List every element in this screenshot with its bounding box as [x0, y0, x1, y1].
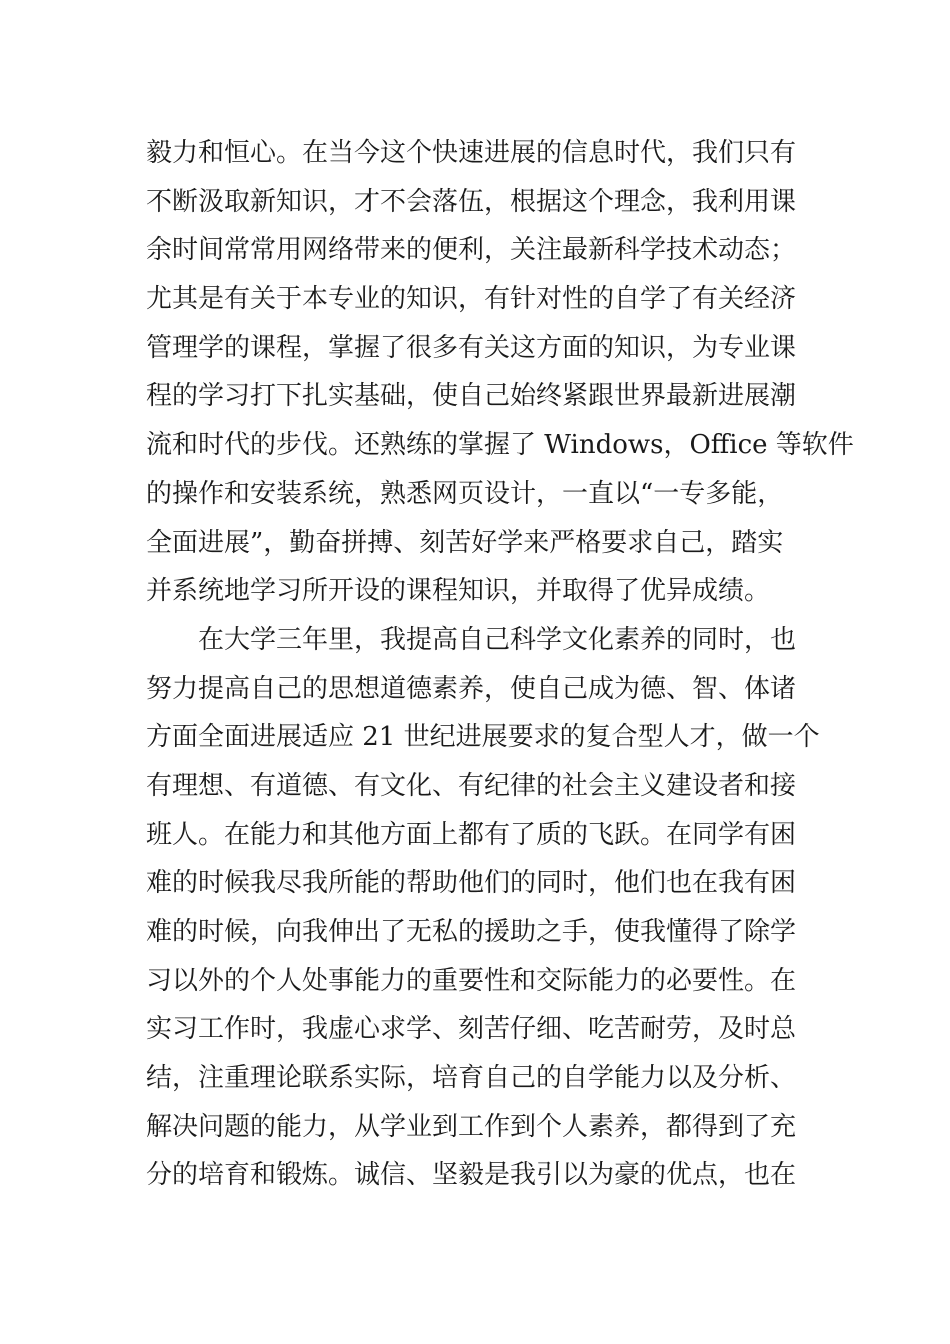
text-line: 有理想、有道德、有文化、有纪律的社会主义建设者和接 [146, 770, 797, 801]
text-line: 毅力和恒心。在当今这个快速进展的信息时代，我们只有 [146, 138, 797, 168]
paragraph-2 [146, 616, 820, 1200]
text-line: 习以外的个人处事能力的重要性和交际能力的必要性。在 [146, 965, 797, 996]
text-line: 不断汲取新知识，才不会落伍，根据这个理念，我利用课 [146, 186, 797, 217]
text-line: 全面进展”，勤奋拼搏、刻苦好学来严格要求自己，踏实 [146, 527, 784, 558]
text-line: 结，注重理论联系实际，培育自己的自学能力以及分析、 [146, 1063, 797, 1094]
text-line: 难的时候，向我伸出了无私的援助之手，使我懂得了除学 [146, 917, 797, 947]
text-line: 分的培育和锻炼。诚信、坚毅是我引以为豪的优点，也在 [146, 1160, 797, 1191]
text-line: 管理学的课程，掌握了很多有关这方面的知识，为专业课 [146, 332, 797, 363]
text-line: 方面全面进展适应 21 世纪进展要求的复合型人才，做一个 [146, 722, 820, 753]
text-line: 实习工作时，我虚心求学、刻苦仔细、吃苦耐劳，及时总 [146, 1014, 797, 1045]
text-line: 并系统地学习所开设的课程知识，并取得了优异成绩。 [146, 576, 771, 607]
text-line: 余时间常常用网络带来的便利，关注最新科学技术动态； [146, 235, 797, 266]
paragraph-1 [146, 129, 854, 616]
text-line: 尤其是有关于本专业的知识，有针对性的自学了有关经济 [146, 284, 797, 315]
text-line: 程的学习打下扎实基础，使自己始终紧跟世界最新进展潮 [146, 381, 797, 412]
text-line: 流和时代的步伐。还熟练的掌握了 Windows，Office 等软件 [146, 430, 854, 461]
body-text [146, 129, 854, 1200]
text-line: 努力提高自己的思想道德素养，使自己成为德、智、体诸 [146, 673, 797, 704]
text-line: 难的时候我尽我所能的帮助他们的同时，他们也在我有困 [146, 868, 797, 899]
text-line: 解决问题的能力，从学业到工作到个人素养，都得到了充 [146, 1111, 797, 1142]
text-line: 班人。在能力和其他方面上都有了质的飞跃。在同学有困 [146, 819, 797, 850]
text-line-indented: 在大学三年里，我提高自己科学文化素养的同时，也 [198, 624, 797, 655]
text-line: 的操作和安装系统，熟悉网页设计，一直以“一专多能， [146, 478, 784, 509]
